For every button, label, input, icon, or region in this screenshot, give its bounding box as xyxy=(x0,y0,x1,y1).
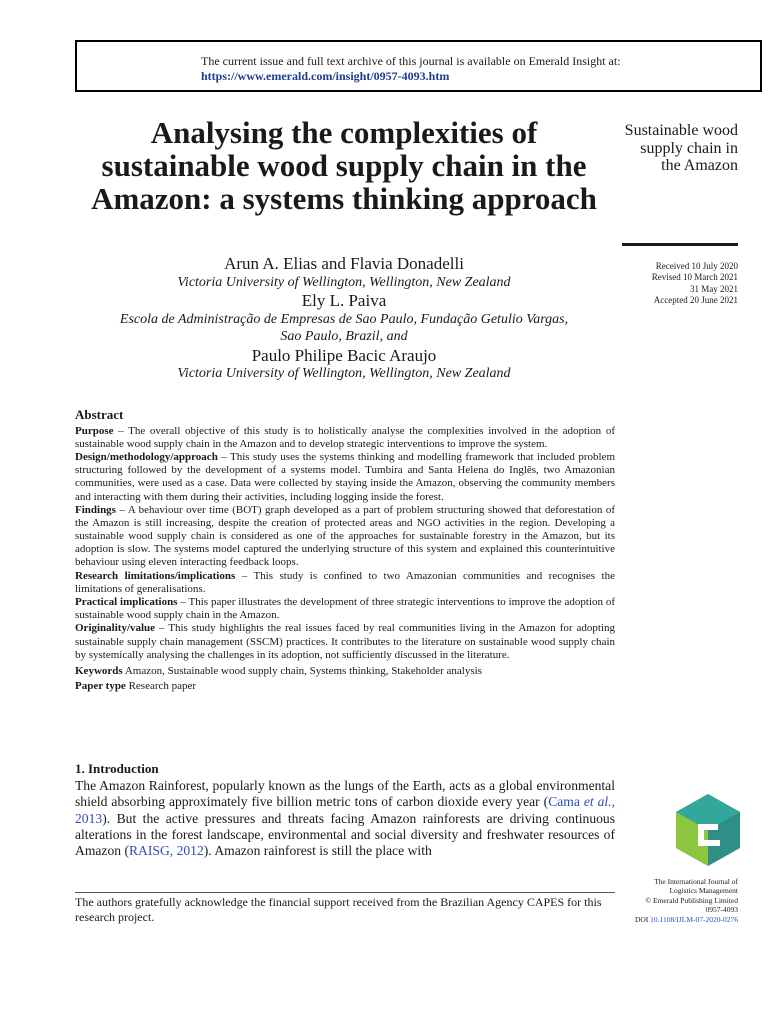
revised-date-2: 31 May 2021 xyxy=(690,283,738,294)
abstract-section xyxy=(75,407,615,693)
abstract-practical xyxy=(75,596,615,622)
abstract-label: Purpose xyxy=(75,424,114,437)
journal-url-link[interactable]: https://www.emerald.com/insight/0957-4093.htm xyxy=(201,69,450,83)
abstract-text: – A behaviour over time (BOT) graph developed as a part of problem structuring showed that deforestation of the Amazon is still increasing, despite the creation of protected areas and NGO activities in the region. Developing a sustainable wood supply chain is considered as one of the approaches for sustainable forestry in the Amazon, but its adoption is slow. The systems model captured the underlying structure of this system and explained this counterintuitive behaviour using eleven interacting feedback loops. xyxy=(75,503,615,569)
received-date: Received 10 July 2020 xyxy=(655,261,738,271)
citation-year: , 2013 xyxy=(75,794,615,826)
abstract-text: – This study is confined to two Amazonian communities and recognises the limitations of generalisations. xyxy=(75,569,615,595)
journal-info xyxy=(618,877,738,924)
abstract-text: – The overall objective of this study is to holistically analyse the complexities involved in the adoption of sustainable wood supply chain in the Amazon and to develop strategic interventions to improve the system. xyxy=(75,424,615,450)
citation-author: Cama xyxy=(548,794,584,810)
intro-text: ). But the active pressures and threats facing Amazon rainforests are driving continuous alterations in the forest landscape, environmental and social diversity and freshwater resources of Amazon ( xyxy=(75,810,615,859)
citation-link[interactable]: RAISG, 2012 xyxy=(128,843,204,859)
abstract-text: – This paper illustrates the development of three strategic interventions to improve the adoption of sustainable wood supply chain in the Amazon. xyxy=(75,596,615,622)
journal-name: The International Journal of xyxy=(654,877,738,886)
footnote: The authors gratefully acknowledge the financial support received from the Brazilian Agency CAPES for this research project. xyxy=(75,895,602,924)
abstract-label: Practical implications xyxy=(75,596,178,609)
abstract-label: Originality/value xyxy=(75,622,156,635)
author-affiliation: Victoria University of Wellington, Wellington, New Zealand xyxy=(177,366,511,382)
abstract-text: – This study uses the systems thinking and modelling framework that included problem structuring followed by the development of a systems model. Tumbira and Santa Helena do Inglês, two Amazonian communities, were used as a case. Data were collected by staying inside the Amazon, observing the community members and interacting with them during their activities, including logging inside the forest. xyxy=(75,450,615,503)
keywords-label: Keywords xyxy=(75,664,123,677)
author-affiliation: Escola de Administração de Empresas de Sao Paulo, Fundação Getulio Vargas, xyxy=(119,311,569,327)
doi-label: DOI xyxy=(634,914,651,924)
paper-type-label: Paper type xyxy=(75,680,126,693)
intro-heading: 1. Introduction xyxy=(75,761,159,776)
introduction-section xyxy=(75,761,615,860)
paper-type-text: Research paper xyxy=(125,680,197,693)
paper-type xyxy=(75,680,615,693)
author-affiliation: Sao Paulo, Brazil, and xyxy=(280,329,408,345)
abstract-findings xyxy=(75,504,615,570)
intro-paragraph xyxy=(75,778,615,860)
abstract-design xyxy=(75,451,615,504)
keywords-text: Amazon, Sustainable wood supply chain, Systems thinking, Stakeholder analysis xyxy=(122,664,482,677)
citation-etal: et al. xyxy=(583,794,612,810)
abstract-label: Research limitations/implications xyxy=(75,569,236,582)
abstract-text: – This study highlights the real issues faced by real communities living in the Amazon for adopting sustainable supply chain management (SSCM) practices. It contributes to the literature on sustainable wood supply chain by systemically analysing the challenges in its adoption, not sufficiently discussed in the literature. xyxy=(75,622,615,661)
intro-text: ). Amazon rainforest is still the place with xyxy=(203,843,432,859)
abstract-label: Findings xyxy=(75,503,116,516)
author-affiliation: Victoria University of Wellington, Wellington, New Zealand xyxy=(177,274,511,290)
accepted-date: Accepted 20 June 2021 xyxy=(653,294,738,305)
author-names: Paulo Philipe Bacic Araujo xyxy=(251,345,437,365)
author-names: Ely L. Paiva xyxy=(301,291,387,311)
intro-text: The Amazon Rainforest, popularly known as the lungs of the Earth, acts as a global environmental shield absorbing approximately five billion metric tons of carbon dioxide every year ( xyxy=(75,778,615,810)
footnote-divider xyxy=(75,892,615,893)
author-names: Arun A. Elias and Flavia Donadelli xyxy=(224,254,464,273)
abstract-purpose xyxy=(75,425,615,451)
abstract-limitations xyxy=(75,570,615,596)
journal-issn: 0957-4093 xyxy=(705,905,738,915)
archive-notice-box xyxy=(75,40,762,92)
publisher-copyright: © Emerald Publishing Limited xyxy=(645,895,738,905)
author-block xyxy=(75,254,613,383)
doi-link[interactable]: 10.1108/IJLM-07-2020-0276 xyxy=(650,914,738,924)
running-title: Sustainable wood supply chain in the Amazon xyxy=(624,122,738,175)
side-divider xyxy=(622,243,738,246)
abstract-originality xyxy=(75,622,615,662)
publisher-logo-icon xyxy=(676,794,740,866)
paper-title: Analysing the complexities of sustainable wood supply chain in the Amazon: a systems thinking approach xyxy=(91,115,597,217)
abstract-heading: Abstract xyxy=(75,407,124,422)
journal-name: Logistics Management xyxy=(669,886,738,896)
keywords xyxy=(75,665,615,678)
archive-notice-text: The current issue and full text archive of this journal is available on Emerald Insight at: xyxy=(201,54,621,68)
abstract-label: Design/methodology/approach xyxy=(75,450,218,463)
revised-date: Revised 10 March 2021 xyxy=(651,272,738,283)
article-dates xyxy=(618,261,738,306)
doi-line xyxy=(618,915,738,924)
